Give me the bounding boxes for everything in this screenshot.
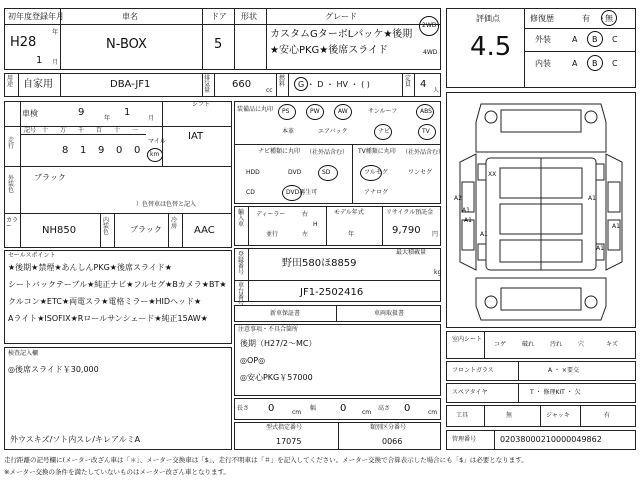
repair-sep: ・: [598, 14, 606, 23]
jack-label: ジャッキ: [546, 412, 570, 419]
max-load-label: 最大積載量: [396, 249, 427, 256]
recycle-value: 9,790: [392, 225, 421, 236]
displacement-label: 排気量: [204, 75, 211, 94]
drive-2wd: 2WD: [422, 22, 437, 29]
interior-sheet-item: キズ: [606, 341, 618, 348]
import-parallel: 並行: [266, 231, 279, 238]
interior-sheet-label: 室内シート: [452, 336, 483, 343]
damage-mark: A1: [462, 207, 470, 214]
tv-sub: （社外品含む）: [402, 149, 445, 156]
interior-color-label: 内装色: [103, 217, 110, 236]
management-value: 020380002100000498​62: [500, 435, 602, 444]
front-glass-value: A ・ ×要交: [548, 367, 579, 374]
footer-line-1: 走行距離の記号欄に(メーター改ざん車は「＊」、メーター交換車は「$」、走行不明車は「＃」を記入してください。メーター交換で合算表示した場合にも「$」は必要となります。: [4, 456, 528, 464]
equipment-item: ナビ: [378, 128, 391, 135]
fuel-value: G ・ D ・ HV ・ ( ): [298, 80, 370, 89]
mileage-digit: 0: [134, 145, 141, 156]
spare-label: スペアタイヤ: [452, 389, 488, 396]
warranty-row: [234, 305, 441, 322]
ext-c: C: [612, 35, 618, 44]
mileage-col-header: 万: [60, 127, 67, 134]
ac-label: 冷房: [171, 217, 178, 230]
repair-yes: 有: [582, 14, 590, 23]
shift-label: シフト: [192, 101, 211, 108]
use-value: 自家用: [23, 79, 53, 90]
damage-mark: A1: [464, 217, 472, 224]
int-b: B: [592, 59, 598, 68]
mileage-col-header: 一: [132, 127, 139, 134]
tv-title: TV種類に丸印: [358, 148, 396, 155]
jack-value: 有: [604, 412, 611, 419]
tv-item: フルセグ: [364, 169, 388, 176]
import-right: 右: [302, 211, 309, 218]
nav-item: CD: [246, 189, 255, 196]
color-code-label: カラー: [6, 217, 19, 230]
sales-point-line: ★後期★禁煙★あんしんPKG★後席スライド★: [8, 263, 172, 272]
recycle-unit: 円: [432, 231, 439, 238]
width-unit: cm: [362, 409, 372, 416]
equipment-title: 装備品に丸印: [237, 106, 274, 113]
front-glass-label: フロントガラス: [452, 367, 494, 374]
use-row: [4, 73, 441, 97]
mileage-unit-mile: マイル: [148, 138, 166, 145]
inspection-year-unit: 年: [104, 115, 111, 122]
car-name-label: 車名: [122, 12, 138, 21]
notes-line: ◎安心PKG￥57000: [240, 373, 313, 382]
model-value: DBA-JF1: [110, 79, 151, 90]
equipment-item: PS: [282, 108, 290, 115]
fuel-circle: [294, 77, 308, 91]
interior-sheet-item: 破れ: [522, 341, 535, 348]
capacity-label: 定員: [405, 75, 412, 88]
mileage-col-header: 十: [42, 127, 49, 134]
mileage-digit: 1: [80, 145, 87, 156]
equipment-item: サンルーフ: [368, 108, 398, 115]
shape-label: 形状: [241, 12, 257, 21]
mileage-digit: 8: [62, 145, 69, 156]
exterior-color: ブラック: [34, 173, 66, 182]
notes-line: ◎OP◎: [240, 356, 266, 365]
equipment-item: エアバック: [318, 128, 348, 135]
doors-value: 5: [214, 37, 223, 52]
first-reg-label: 初年度登録年月: [8, 12, 64, 21]
year-unit: 年: [52, 29, 59, 36]
interior-color-value: ブラック: [130, 225, 162, 234]
inspection-label: 車検: [22, 109, 38, 118]
import-label: 輸入車: [238, 209, 245, 228]
exterior-label: 外装色: [8, 175, 15, 194]
bottom-left-note: 外ウスキズ/ソト内スレ/キレアルミA: [10, 435, 141, 444]
nav-item: DVD: [288, 169, 302, 176]
drive-4wd: 4WD: [423, 49, 438, 56]
equipment-item: ABS: [420, 108, 432, 115]
mileage-col-header: 十: [114, 127, 121, 134]
first-reg-month: 1: [36, 55, 43, 66]
nav-title: ナビ種類に丸印: [258, 148, 301, 155]
inspection-box-label: 検査記入欄: [8, 350, 39, 357]
mileage-col-header: 千: [78, 127, 85, 134]
chassis-value: JF1-2502416: [300, 287, 364, 298]
length-unit: cm: [292, 409, 302, 416]
capacity-unit: 人: [433, 87, 440, 94]
mileage-label: 走行: [8, 137, 15, 150]
int-c: C: [612, 59, 618, 68]
ac-value: AAC: [194, 225, 215, 236]
mileage-digit: 0: [116, 145, 123, 156]
height-unit: cm: [428, 409, 438, 416]
interior-sheet-item: 穴: [578, 341, 585, 348]
damage-mark: A1: [480, 231, 488, 238]
management-label: 管理番号: [452, 436, 477, 443]
grade-line-1: カスタムGターボLパッケ★後期: [270, 29, 413, 40]
use-label: 用途: [7, 75, 14, 88]
class-label: 類別区分番号: [370, 424, 407, 431]
inspection-box-value: ◎後席スライド￥30,000: [8, 365, 99, 374]
recycle-label: リサイクル預託金: [386, 209, 434, 216]
interior-sheet-item: コゲ: [494, 341, 507, 348]
warranty-new: 新車保証書: [270, 310, 301, 317]
int-a: A: [572, 59, 578, 68]
nav-item: SD: [322, 169, 331, 176]
ext-label: 外装: [535, 35, 551, 44]
score-value: 4.5: [470, 32, 512, 62]
mileage-col-header: 百: [96, 127, 103, 134]
type-value: 17075: [276, 437, 302, 446]
spare-value: T ・ 修理KIT ・ 欠: [530, 389, 581, 396]
sales-point-label: セールスポイント: [8, 252, 56, 259]
class-value: 0066: [382, 437, 403, 446]
color-code-value: NH850: [42, 225, 77, 236]
damage-mark: A1: [596, 245, 604, 252]
tv-item: アナログ: [364, 189, 389, 196]
tools-label: 工具: [456, 412, 469, 419]
width-label: 幅: [310, 405, 317, 412]
damage-mark: A1: [612, 223, 620, 230]
mileage-unit-km: km: [150, 151, 160, 158]
notes-line: 後期（H27/2〜MC）: [240, 339, 317, 348]
import-dealer: ディーラー: [256, 211, 286, 218]
grade-line-2: ★安心PKG★後席スライド: [270, 45, 388, 56]
car-name-value: N-BOX: [106, 37, 147, 52]
repair-label: 修復歴: [530, 14, 554, 23]
ext-b: B: [592, 35, 598, 44]
plate-value: 野田580ほ8859: [282, 258, 357, 269]
import-handle: H: [313, 221, 318, 228]
plate-label: 登録番号: [238, 251, 245, 276]
max-load-unit: kg: [434, 269, 442, 276]
type-label: 型式指定番号: [266, 424, 303, 431]
first-reg-year: H28: [10, 35, 37, 50]
exterior-note: ）色替車は色替と記入: [136, 201, 197, 208]
nav-item: DVD再生可: [286, 189, 318, 196]
sales-point-line: Aライト★ISOFIX★Rロールサンシェード★純正15AW★: [8, 314, 208, 323]
damage-mark: A1: [588, 195, 596, 202]
shift-value: IAT: [188, 131, 204, 142]
equipment-item: AW: [338, 108, 348, 115]
repair-no: 無: [605, 14, 613, 23]
damage-mark: XX: [488, 171, 497, 178]
car-diagram: [446, 92, 636, 328]
footer-line-2: ※メーター交換の条件を満たしていないものはメーター改ざん車となります。: [4, 468, 230, 476]
mileage-digit: 9: [98, 145, 105, 156]
inspection-month-unit: 月: [148, 115, 155, 122]
fuel-label: 燃料: [279, 75, 286, 88]
damage-mark: A2: [454, 195, 462, 202]
width-value: 0: [340, 403, 347, 414]
ext-a: A: [572, 35, 578, 44]
model-year-value: 年: [348, 231, 355, 238]
height-label: 高さ: [378, 405, 391, 412]
equipment-item: PW: [310, 108, 320, 115]
score-label: 評価点: [476, 14, 500, 23]
nav-item: HDD: [246, 169, 260, 176]
inspection-month: 1: [124, 107, 131, 118]
nav-sub: （社外品含む）: [306, 149, 349, 156]
inspection-year: 9: [78, 107, 85, 118]
interior-sheet-item: 汚れ: [550, 341, 563, 348]
model-year-label: モデル年式: [334, 209, 364, 216]
int-label: 内装: [535, 59, 551, 68]
sales-point-line: シートバックテーブル★純正ナビ★フルセグ★Bカメラ★BT★: [8, 280, 227, 289]
mileage-col-header: 記号: [24, 127, 37, 134]
tools-value: 無: [506, 412, 513, 419]
capacity-value: 4: [420, 79, 427, 90]
length-label: 長さ: [237, 405, 250, 412]
grade-label: グレード: [325, 12, 357, 21]
doors-label: ドア: [211, 12, 227, 21]
tv-item: ワンセグ: [408, 169, 433, 176]
import-left: 左: [302, 231, 309, 238]
chassis-label: 車台番号: [238, 282, 245, 307]
equipment-item: 本革: [282, 128, 295, 135]
length-value: 0: [268, 403, 275, 414]
month-unit: 月: [52, 59, 59, 66]
warranty-manual: 車両取扱書: [374, 310, 405, 317]
equipment-item: TV: [422, 128, 430, 135]
height-value: 0: [404, 403, 411, 414]
notes-label: 注意事項・不具合箇所: [238, 326, 299, 333]
displacement-value: 660: [232, 79, 252, 90]
sales-point-line: クルコン★ETC★両電スラ★電格ミラー★HIDヘッド★: [8, 297, 202, 306]
displacement-unit: cc: [266, 87, 273, 94]
